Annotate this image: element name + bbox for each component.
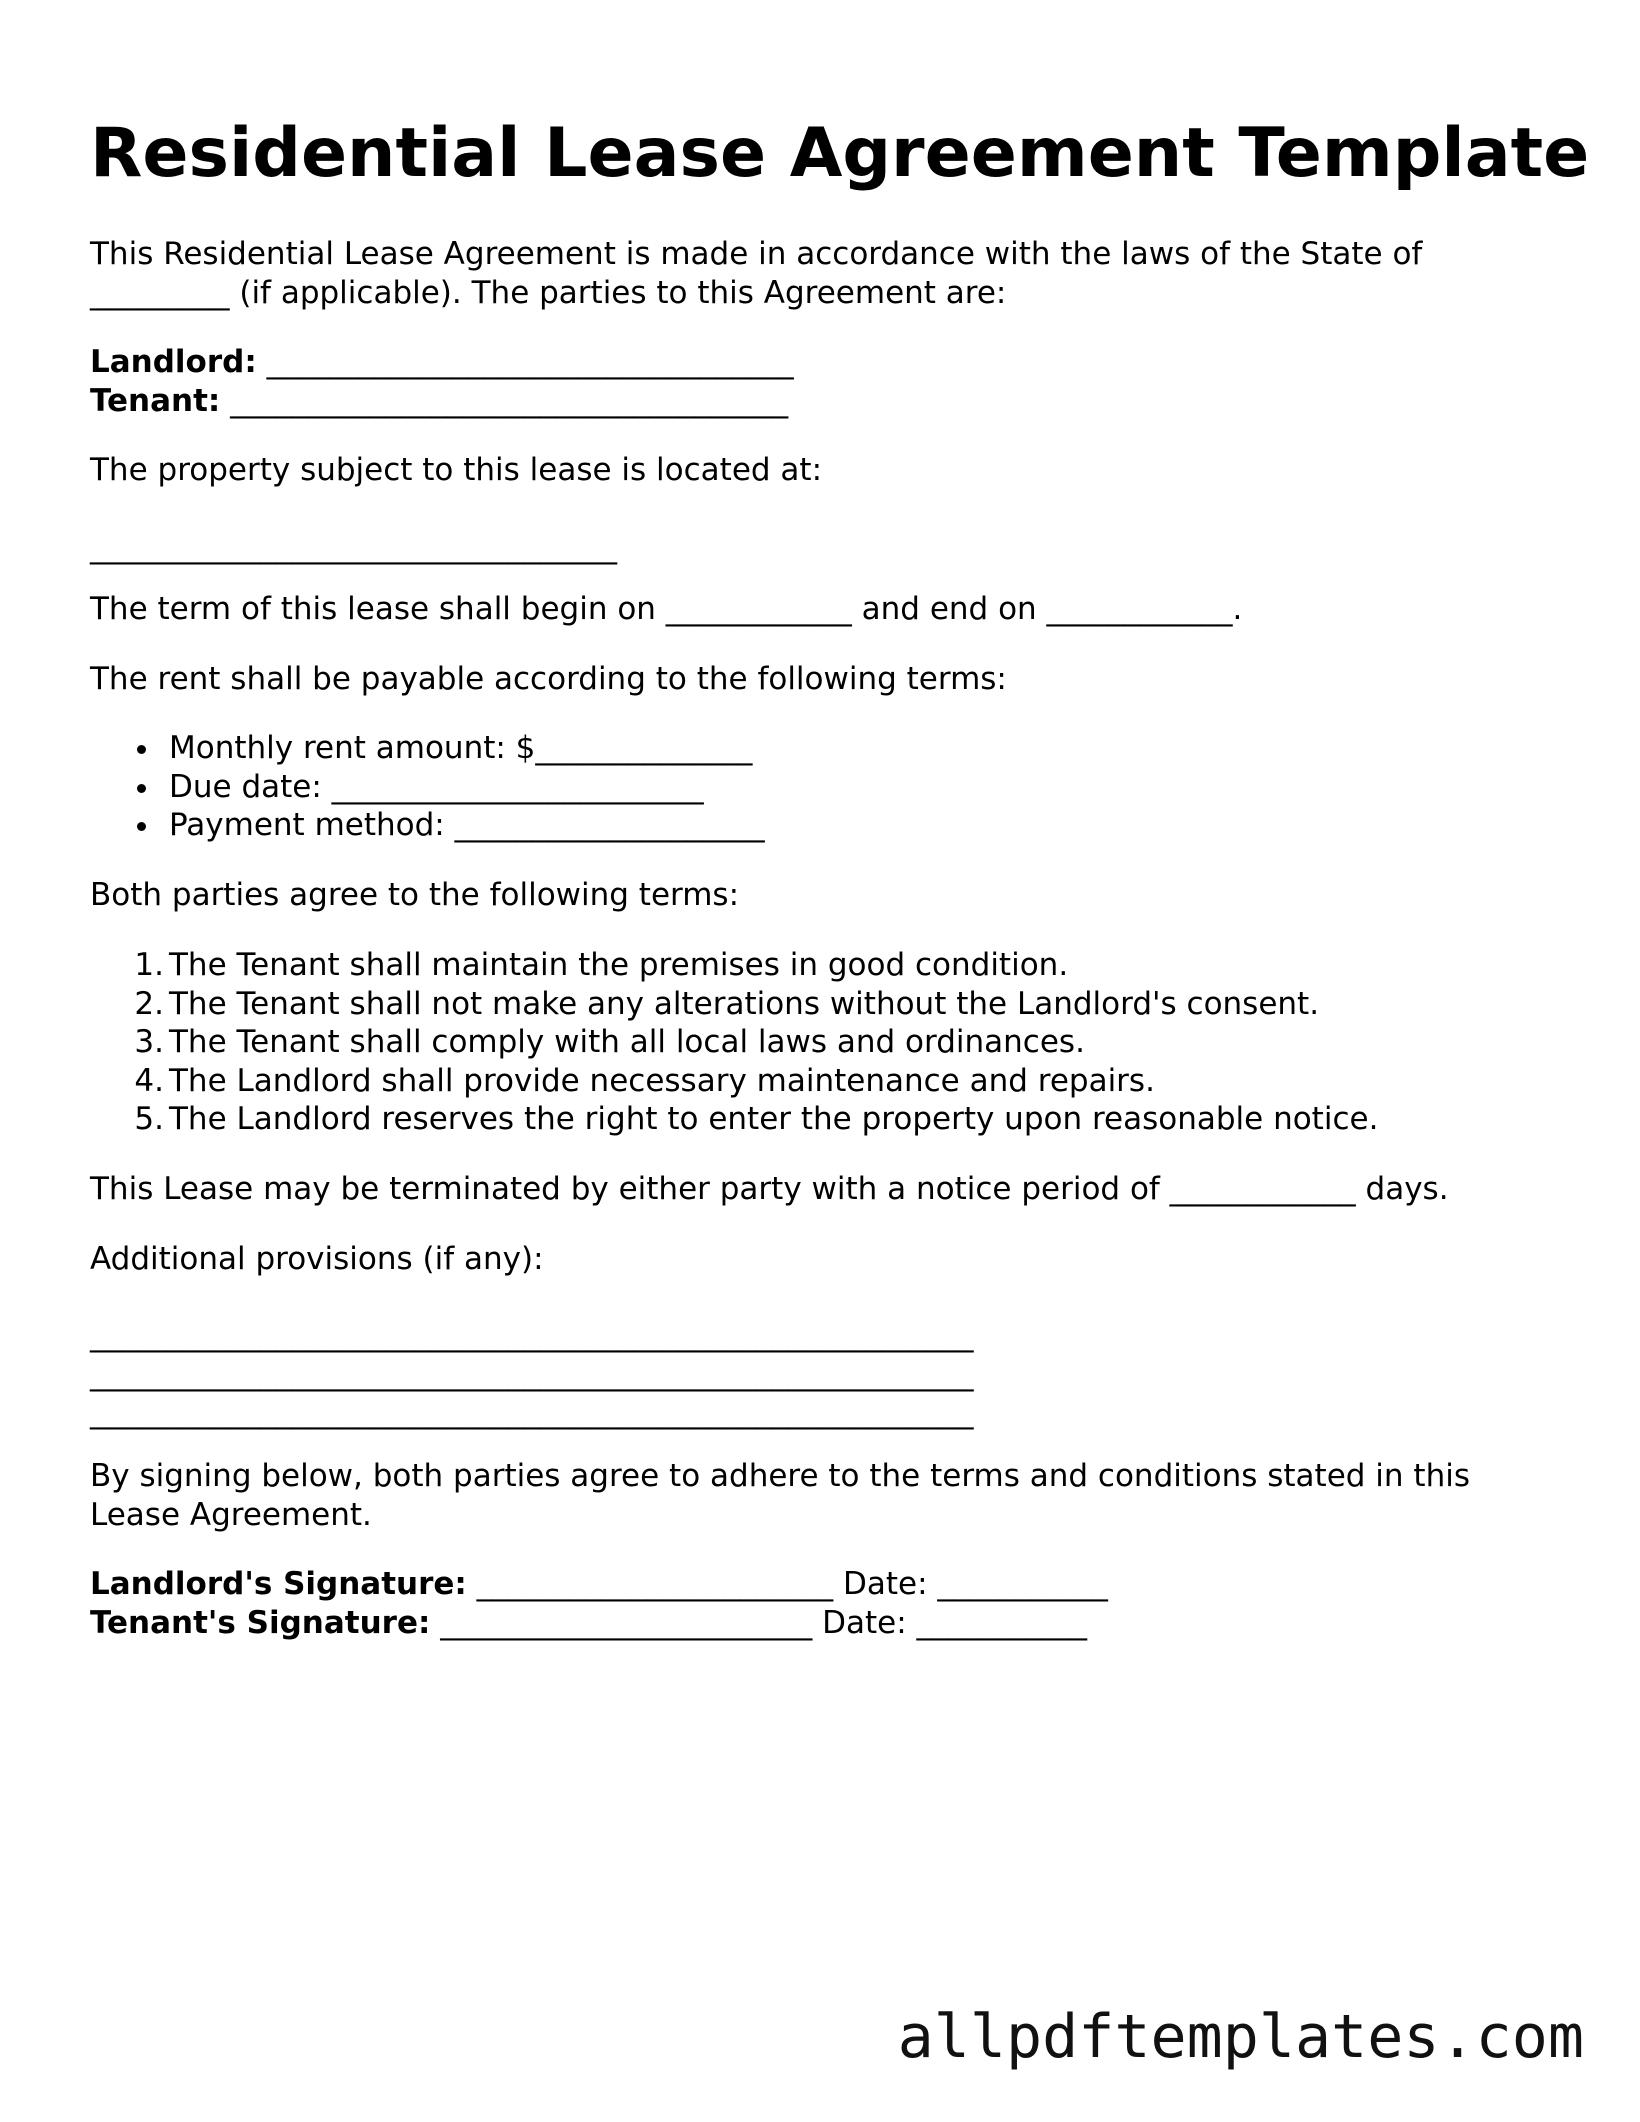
landlord-signature-line: _______________________ Date: ___________ [466, 1566, 1108, 1602]
list-item [90, 1100, 1378, 1139]
payment-method-item: Payment method: ____________________ [169, 807, 765, 843]
closing-line-1: By signing below, both parties agree to adhere to the terms and conditions stated in this [90, 1458, 1470, 1494]
additional-provisions-lines [90, 1316, 974, 1432]
provision-line: _________________________________________________________ [90, 1355, 974, 1392]
property-address-blank: __________________________________ [90, 529, 617, 565]
due-date-item: Due date: ________________________ [169, 768, 704, 805]
provision-line: _________________________________________________________ [90, 1317, 974, 1353]
landlord-label: Landlord: [90, 344, 257, 380]
landlord-blank: __________________________________ [256, 344, 794, 380]
list-item [90, 729, 765, 768]
intro-paragraph [90, 235, 1422, 312]
terms-intro: Both parties agree to the following terms: [90, 877, 740, 913]
landlord-signature-label: Landlord's Signature: [90, 1566, 467, 1602]
tenant-blank: ____________________________________ [220, 382, 789, 419]
rent-terms-list [90, 729, 765, 845]
list-item [90, 768, 765, 807]
term-text: The Tenant shall maintain the premises in good condition. [169, 947, 1069, 983]
closing-paragraph [90, 1457, 1470, 1534]
provision-line: _________________________________________________________ [90, 1394, 974, 1430]
list-number: 2. [134, 985, 164, 1022]
term-text: The Landlord reserves the right to enter the property upon reasonable notice. [169, 1101, 1379, 1137]
term-text: The Tenant shall comply with all local laws and ordinances. [169, 1024, 1085, 1060]
document-title: Residential Lease Agreement Template [90, 114, 1590, 193]
tenant-signature-line: ________________________ Date: ___________ [430, 1604, 1088, 1641]
list-item [90, 1023, 1378, 1062]
rent-amount-item: Monthly rent amount: $______________ [169, 730, 753, 766]
rent-intro: The rent shall be payable according to the following terms: [90, 661, 1007, 697]
tenant-signature-label: Tenant's Signature: [90, 1604, 431, 1641]
lease-term-text: The term of this lease shall begin on ____________ and end on ____________. [90, 591, 1243, 627]
signature-block [90, 1565, 1108, 1642]
list-item [90, 946, 1378, 985]
intro-line-1: This Residential Lease Agreement is made in accordance with the laws of the State of [90, 236, 1423, 272]
term-text: The Tenant shall not make any alterations without the Landlord's consent. [169, 985, 1320, 1022]
closing-line-2: Lease Agreement. [90, 1496, 372, 1533]
list-number: 3. [134, 1024, 164, 1060]
watermark-text: allpdftemplates.com [897, 2002, 1584, 2072]
intro-line-2: _________ (if applicable). The parties to this Agreement are: [90, 274, 1007, 311]
list-item [90, 985, 1378, 1024]
list-number: 4. [134, 1062, 164, 1099]
list-item [90, 806, 765, 845]
parties-block [90, 343, 794, 420]
list-number: 5. [134, 1101, 164, 1137]
list-number: 1. [134, 947, 164, 983]
additional-provisions-text: Additional provisions (if any): [90, 1241, 544, 1277]
property-text: The property subject to this lease is located at: [90, 452, 823, 488]
term-text: The Landlord shall provide necessary maintenance and repairs. [169, 1062, 1155, 1099]
termination-text: This Lease may be terminated by either party with a notice period of ____________ days. [90, 1171, 1449, 1207]
agreement-terms-list [90, 946, 1378, 1139]
list-item [90, 1062, 1378, 1101]
tenant-label: Tenant: [90, 382, 221, 419]
